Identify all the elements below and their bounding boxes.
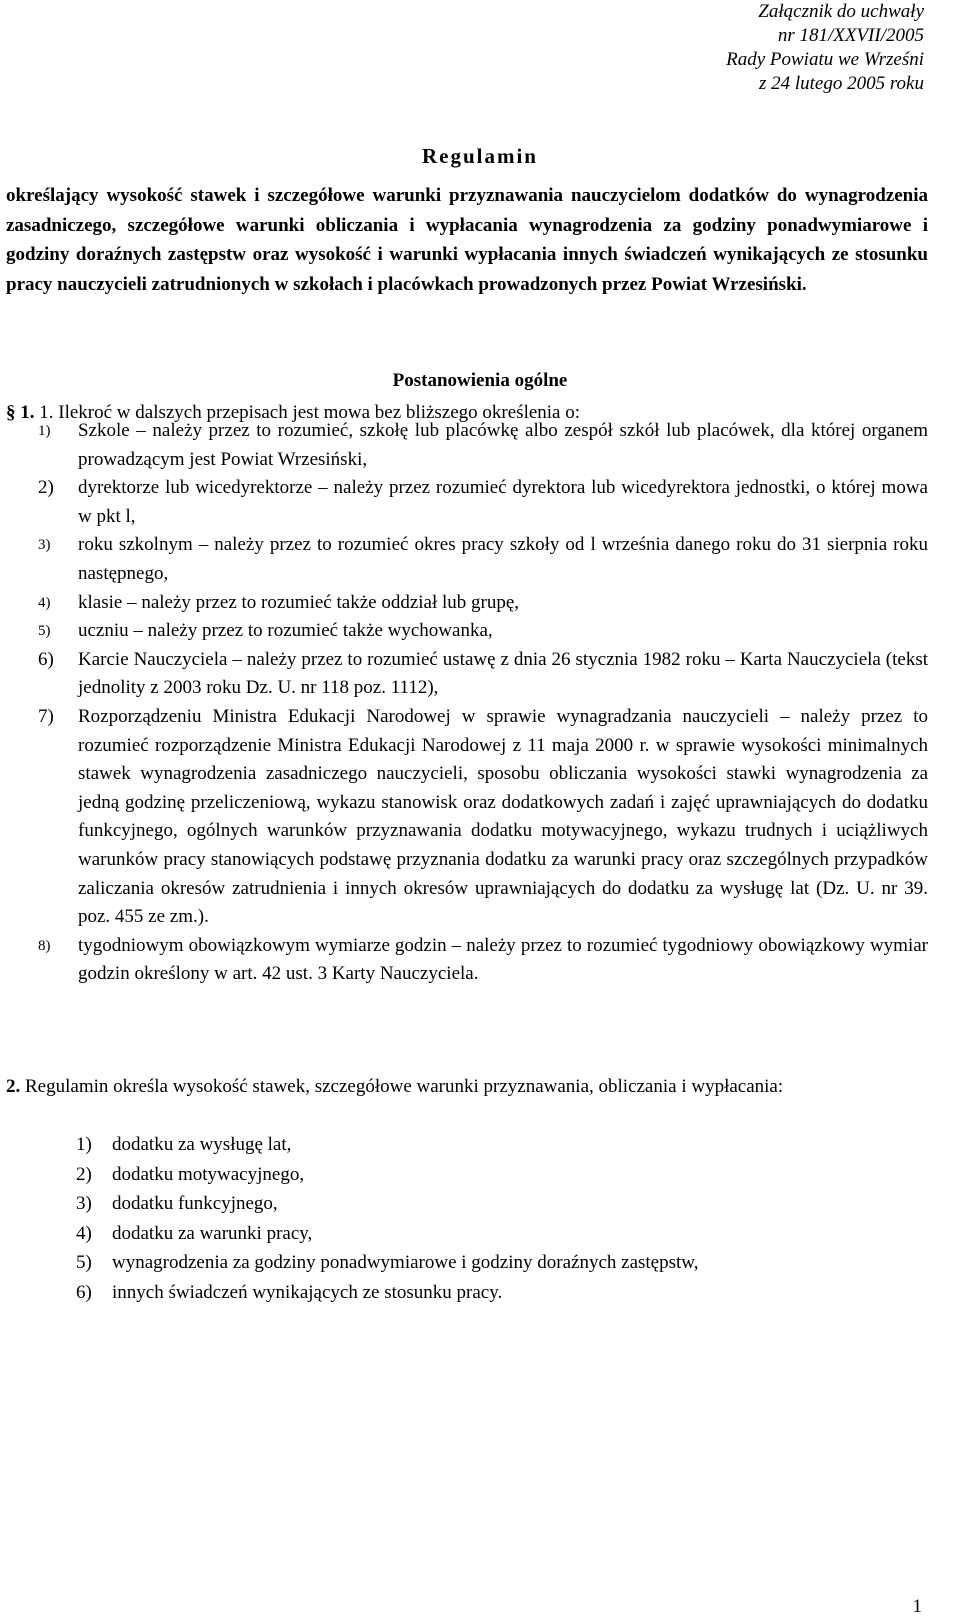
scope-item: [6, 1278, 928, 1308]
scope-item: [6, 1189, 928, 1219]
definition-item: [6, 932, 928, 989]
section-2-number: 2.: [6, 1076, 21, 1097]
scope-item: [6, 1219, 928, 1249]
scope-item-label: 6): [76, 1281, 92, 1303]
definition-text: Szkole – należy przez to rozumieć, szkołę lub placówkę albo zespół szkół lub placówek, dla której organem prowadzącym jest Powiat Wrzesiński,: [78, 420, 928, 470]
scope-item: [6, 1160, 928, 1190]
scope-item-label: 4): [76, 1222, 92, 1244]
scope-item-text: dodatku za warunki pracy,: [112, 1222, 313, 1244]
definition-item: [6, 417, 928, 474]
page-number: 1: [912, 1596, 922, 1617]
definition-text: Rozporządzeniu Ministra Edukacji Narodowej w sprawie wynagradzania nauczycieli – należy przez to rozumieć rozporządzenie Ministra Edukacji Narodowej z 11 maja 2000 r. w sprawie wysokości minimalnych stawek wynagrodzenia zasadniczego nauczycieli, sposobu obliczania wysokości stawki wynagrodzenia za jedną godzinę przeliczeniową, wykazu stanowisk oraz dodatkowych zadań i zajęć uprawniających do dodatku funkcyjnego, ogólnych warunków przyznawania dodatku motywacyjnego, wykazu trudnych i uciążliwych warunków pracy stanowiących podstawę przyznania dodatku za warunki pracy oraz szczególnych przypadków zaliczania okresów zatrudnienia i innych okresów uprawniających do dodatku za wysługę lat (Dz. U. nr 39. poz. 455 ze zm.).: [78, 705, 928, 928]
attachment-note-line: Załącznik do uchwały: [758, 1, 924, 22]
definition-label: 8): [38, 937, 51, 954]
section-1-text: Ilekroć w dalszych przepisach jest mowa bez bliższego określenia o:: [53, 402, 581, 423]
definition-label: 2): [38, 477, 54, 499]
section-2-text: Regulamin określa wysokość stawek, szczegółowe warunki przyznawania, obliczania i wypłacania:: [20, 1076, 784, 1097]
definition-label: 1): [38, 423, 51, 439]
definition-item: [6, 531, 928, 588]
definition-item: [6, 617, 928, 646]
definition-text: uczniu – należy przez to rozumieć także wychowanka,: [78, 620, 493, 642]
definition-label: 4): [38, 594, 51, 611]
document-intro: określający wysokość stawek i szczegółowe warunki przyznawania nauczycielom dodatków do wynagrodzenia zasadniczego, szczegółowe warunki obliczania i wypłacania wynagrodzenia za godziny ponadwymiarowe i godziny doraźnych zastępstw oraz wysokość i warunki wypłacania innych świadczeń wynikających ze stosunku pracy nauczycieli zatrudnionych w szkołach i placówkach prowadzonych przez Powiat Wrzesiński.: [6, 185, 928, 295]
definition-item: [6, 589, 928, 618]
definitions-list: [6, 417, 928, 989]
scope-item-label: 2): [76, 1163, 92, 1185]
section-title: Postanowienia ogólne: [392, 370, 568, 391]
scope-item-label: 1): [76, 1134, 92, 1155]
definition-text: dyrektorze lub wicedyrektorze – należy przez rozumieć dyrektora lub wicedyrektora jednostki, o której mowa w pkt l,: [78, 477, 928, 527]
attachment-note: [726, 0, 924, 96]
section-2-paragraph: [6, 1072, 928, 1101]
scope-item-label: 5): [76, 1252, 92, 1274]
scope-item: [6, 1248, 928, 1278]
attachment-note-line: nr 181/XXVII/2005: [777, 25, 924, 46]
scope-item-text: innych świadczeń wynikających ze stosunku pracy.: [112, 1281, 503, 1303]
scope-item-text: dodatku motywacyjnego,: [112, 1163, 305, 1185]
definition-label: 6): [38, 648, 54, 670]
scope-item-label: 3): [76, 1193, 92, 1215]
scope-item-text: wynagrodzenia za godziny ponadwymiarowe i godziny doraźnych zastępstw,: [112, 1252, 699, 1274]
section-1-number: 1.: [34, 402, 54, 423]
definition-label: 7): [38, 705, 54, 727]
section-1-prefix: § 1.: [6, 402, 35, 423]
definition-text: roku szkolnym – należy przez to rozumieć okres pracy szkoły od l września danego roku do 31 sierpnia roku następnego,: [78, 534, 928, 584]
definition-text: klasie – należy przez to rozumieć także oddział lub grupę,: [78, 591, 520, 613]
definition-text: tygodniowym obowiązkowym wymiarze godzin – należy przez to rozumieć tygodniowy obowiązkowy wymiar godzin określony w art. 42 ust. 3 Karty Nauczyciela.: [78, 934, 928, 985]
definition-label: 3): [38, 537, 51, 554]
definition-item: [6, 703, 928, 932]
scope-item: [6, 1130, 928, 1160]
scope-item-text: dodatku funkcyjnego,: [112, 1193, 278, 1215]
definition-label: 5): [38, 623, 51, 640]
scope-list: [6, 1130, 928, 1308]
scope-item-text: dodatku za wysługę lat,: [112, 1134, 292, 1155]
attachment-note-line: z 24 lutego 2005 roku: [758, 73, 924, 94]
attachment-note-line: Rady Powiatu we Wrześni: [726, 49, 924, 70]
definition-item: [6, 646, 928, 703]
definition-item: [6, 474, 928, 531]
definition-text: Karcie Nauczyciela – należy przez to rozumieć ustawę z dnia 26 stycznia 1982 roku – Karta Nauczyciela (tekst jednolity z 2003 roku Dz. U. nr 118 poz. 1112),: [78, 648, 928, 699]
document-title: Regulamin: [421, 144, 538, 168]
